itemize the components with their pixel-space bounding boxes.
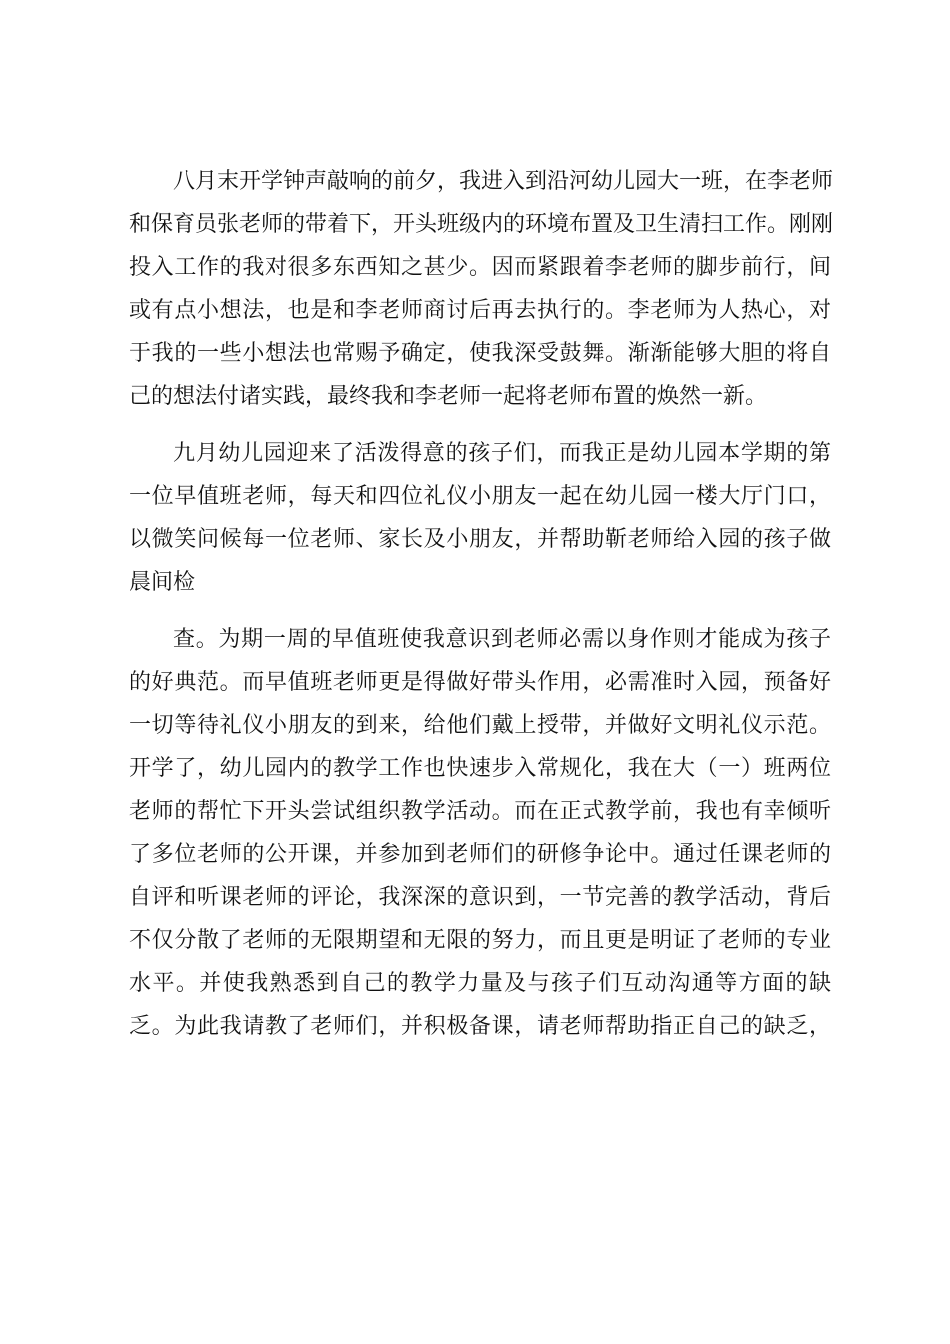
text-line: 九月幼儿园迎来了活泼得意的孩子们，而我正是幼儿园本学期的第 [173, 441, 831, 466]
text-line: 的好典范。而早值班老师更是得做好带头作用，必需准时入园，预备好 [129, 670, 831, 695]
paragraph-3 [129, 618, 831, 1048]
text-line: 和保育员张老师的带着下，开头班级内的环境布置及卫生清扫工作。刚刚 [129, 212, 834, 237]
text-line: 晨间检 [129, 570, 196, 595]
text-line: 一位早值班老师，每天和四位礼仪小朋友一起在幼儿园一楼大厅门口， [129, 484, 831, 509]
paragraph-spacer [129, 418, 831, 432]
text-line: 开学了，幼儿园内的教学工作也快速步入常规化，我在大（一）班两位 [129, 756, 831, 781]
text-line: 一切等待礼仪小朋友的到来，给他们戴上授带，并做好文明礼仪示范。 [129, 713, 831, 738]
text-line: 八月末开学钟声敲响的前夕，我进入到沿河幼儿园大一班，在李老师 [173, 169, 834, 194]
paragraph-2 [129, 432, 831, 604]
paragraph-1 [129, 160, 834, 418]
document-body [129, 160, 834, 1048]
text-line: 自评和听课老师的评论，我深深的意识到，一节完善的教学活动，背后 [129, 885, 831, 910]
text-line: 老师的帮忙下开头尝试组织教学活动。而在正式教学前，我也有幸倾听 [129, 799, 831, 824]
text-line: 查。为期一周的早值班使我意识到老师必需以身作则才能成为孩子 [173, 627, 831, 652]
text-line: 以微笑问候每一位老师、家长及小朋友，并帮助靳老师给入园的孩子做 [129, 527, 831, 552]
text-line: 了多位老师的公开课，并参加到老师们的研修争论中。通过任课老师的 [129, 842, 831, 867]
text-line: 水平。并使我熟悉到自己的教学力量及与孩子们互动沟通等方面的缺 [129, 971, 831, 996]
text-line: 于我的一些小想法也常赐予确定，使我深受鼓舞。渐渐能够大胆的将自 [129, 341, 831, 366]
text-line: 投入工作的我对很多东西知之甚少。因而紧跟着李老师的脚步前行，间 [129, 255, 831, 280]
text-line: 或有点小想法，也是和李老师商讨后再去执行的。李老师为人热心，对 [129, 298, 831, 323]
text-line: 不仅分散了老师的无限期望和无限的努力，而且更是明证了老师的专业 [129, 928, 831, 953]
text-line: 己的想法付诸实践，最终我和李老师一起将老师布置的焕然一新。 [129, 384, 768, 409]
text-line: 乏。为此我请教了老师们，并积极备课，请老师帮助指正自己的缺乏， [129, 1014, 831, 1039]
paragraph-spacer [129, 604, 831, 618]
